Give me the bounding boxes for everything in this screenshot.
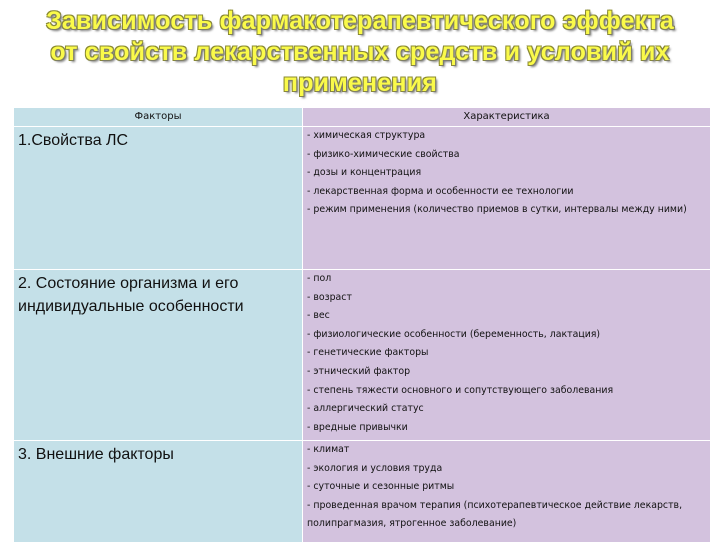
list-item: - режим применения (количество приемов в сутки, интервалы между ними) — [307, 204, 687, 216]
list-item: - лекарственная форма и особенности ее технологии — [307, 185, 574, 197]
title-line-2: от свойств лекарственных средств и условий их — [50, 38, 670, 66]
table-header-row — [14, 108, 711, 127]
list-item: - вредные привычки — [307, 421, 408, 433]
table-row — [14, 270, 711, 441]
title-line-3: применения — [282, 69, 438, 97]
list-item: - химическая структура — [307, 130, 426, 141]
list-item: - вес — [307, 310, 330, 322]
table-row — [14, 127, 711, 270]
table-row — [14, 441, 711, 543]
list-item: - аллергический статус — [307, 403, 424, 415]
list-item: - дозы и концентрация — [307, 167, 422, 179]
list-item: - экология и условия труда — [307, 462, 443, 474]
list-item: - пол — [307, 273, 332, 284]
slide-title — [0, 6, 720, 99]
list-item: - генетические факторы — [307, 347, 429, 359]
factor-cell: 2. Состояние организма и его индивидуальные особенности — [14, 270, 303, 441]
header-factors: Факторы — [14, 108, 303, 127]
list-item: - этнический фактор — [307, 365, 411, 377]
list-item: - физиологические особенности (беременность, лактация) — [307, 328, 601, 340]
list-item: - климат — [307, 444, 350, 455]
characteristic-cell — [303, 127, 711, 270]
factor-cell: 3. Внешние факторы — [14, 441, 303, 543]
title-line-1: Зависимость фармакотерапевтического эффекта — [46, 7, 674, 35]
header-characteristic: Характеристика — [303, 108, 711, 127]
list-item: - возраст — [307, 291, 352, 303]
list-item: - физико-химические свойства — [307, 148, 460, 160]
list-item: - степень тяжести основного и сопутствующего заболевания — [307, 384, 614, 396]
factors-table — [13, 107, 711, 543]
factor-cell: 1.Свойства ЛС — [14, 127, 303, 270]
list-item: - суточные и сезонные ритмы — [307, 481, 455, 493]
list-item: - проведенная врачом терапия (психотерапевтическое действие лекарств, полипрагмазия, ятрогенное заболевание) — [307, 499, 683, 529]
characteristic-cell — [303, 441, 711, 543]
characteristic-cell — [303, 270, 711, 441]
